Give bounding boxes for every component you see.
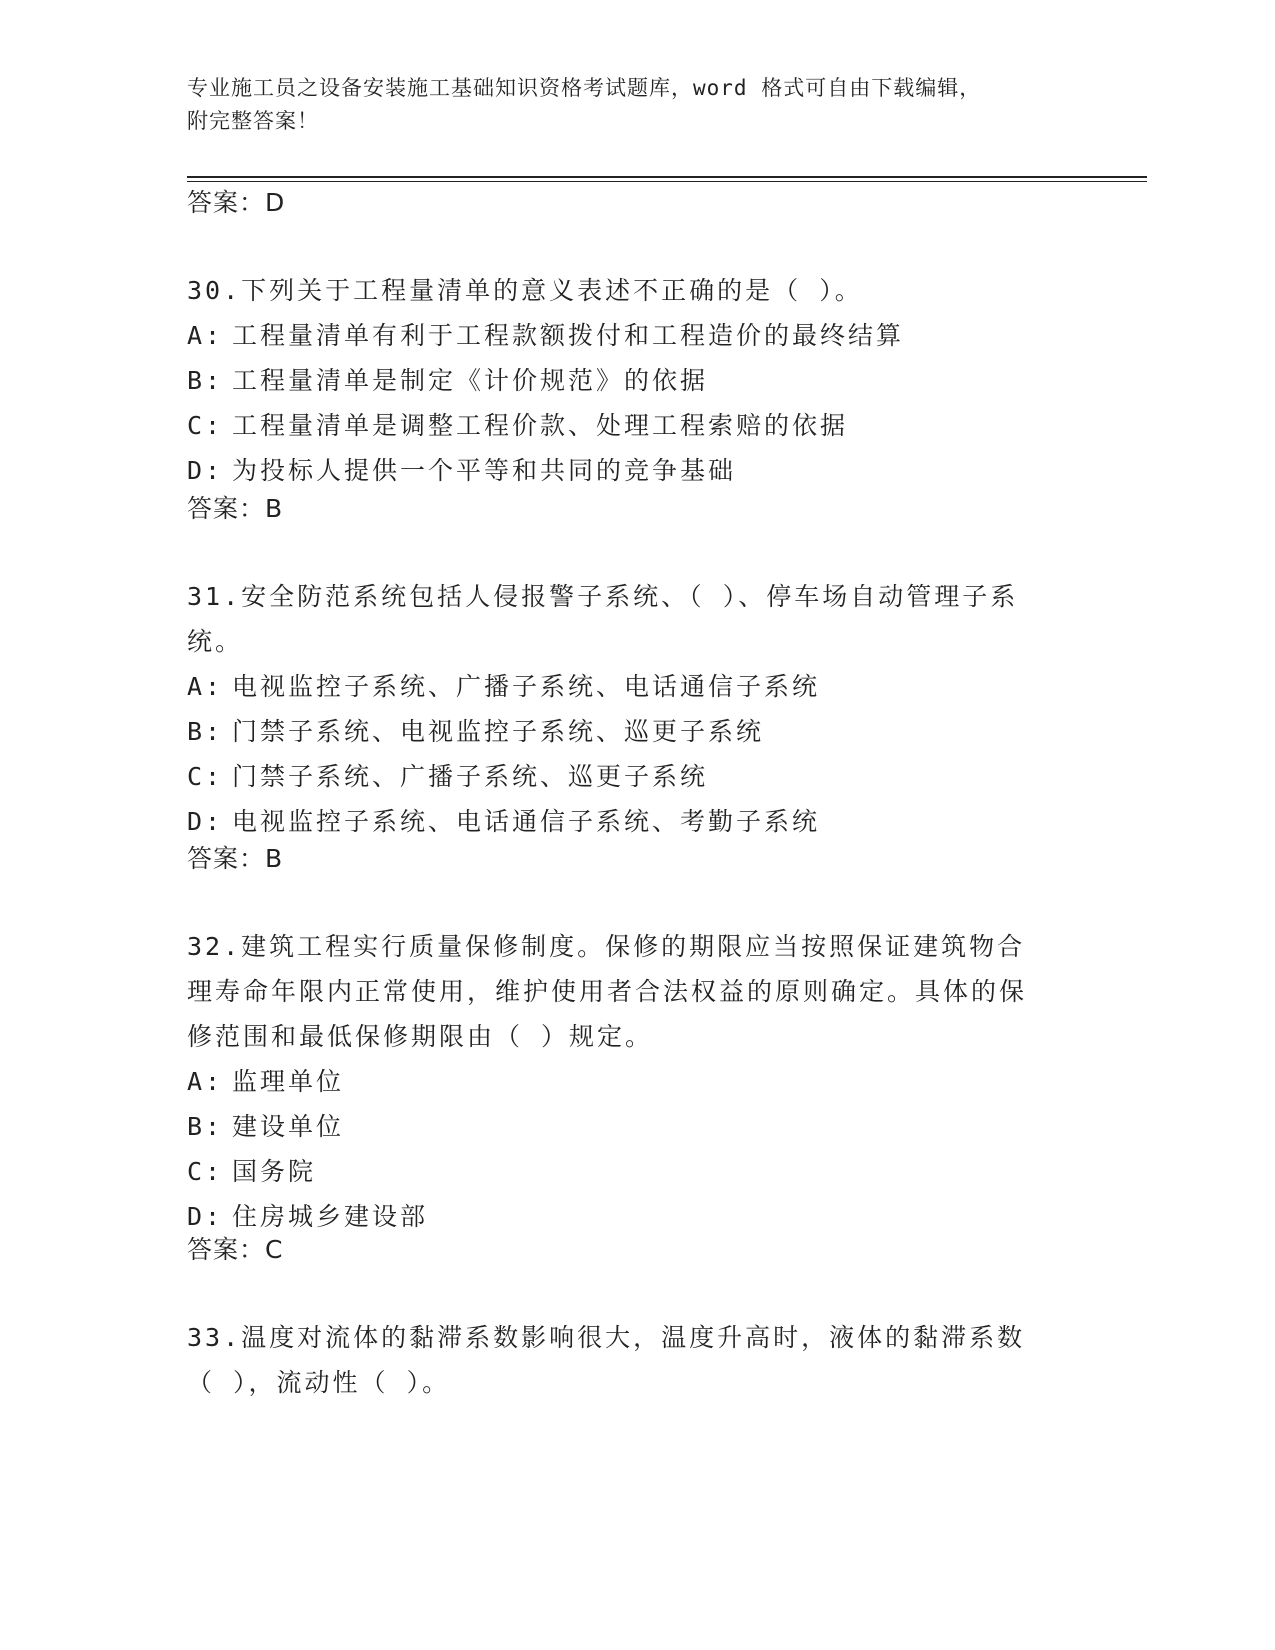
option-b xyxy=(187,709,1037,754)
option-c xyxy=(187,403,1087,448)
option-text: 工程量清单是调整工程价款、处理工程索赔的依据 xyxy=(232,411,849,440)
question-number: 32. xyxy=(187,932,242,961)
answer-line xyxy=(187,186,1087,220)
option-text: 建设单位 xyxy=(232,1112,345,1141)
option-b xyxy=(187,1104,1047,1149)
option-letter: A: xyxy=(187,672,224,701)
option-text: 监理单位 xyxy=(232,1067,345,1096)
answer-value: D xyxy=(265,188,286,217)
header-divider-thin xyxy=(187,181,1147,182)
answer-value: B xyxy=(265,844,284,873)
option-letter: B: xyxy=(187,717,224,746)
question-stem: 建筑工程实行质量保修制度。保修的期限应当按照保证建筑物合理寿命年限内正常使用，维护使用者合法权益的原则确定。具体的保修范围和最低保修期限由（ ）规定。 xyxy=(187,932,1028,1051)
option-b xyxy=(187,358,1087,403)
question-31 xyxy=(187,574,1037,844)
option-letter: D: xyxy=(187,456,224,485)
question-stem: 温度对流体的黏滞系数影响很大，温度升高时，液体的黏滞系数（ ），流动性（ ）。 xyxy=(187,1323,1026,1397)
question-number: 31. xyxy=(187,582,242,611)
option-letter: D: xyxy=(187,807,224,836)
option-letter: A: xyxy=(187,1067,224,1096)
answer-line xyxy=(187,492,1087,526)
document-header xyxy=(187,72,1067,138)
question-text xyxy=(187,574,1037,664)
header-line-1: 专业施工员之设备安装施工基础知识资格考试题库，word 格式可自由下载编辑， xyxy=(187,76,982,100)
option-a xyxy=(187,1059,1047,1104)
option-text: 门禁子系统、电视监控子系统、巡更子系统 xyxy=(232,717,765,746)
question-33 xyxy=(187,1315,1047,1405)
question-30 xyxy=(187,268,1087,493)
option-text: 电视监控子系统、电话通信子系统、考勤子系统 xyxy=(232,807,821,836)
option-text: 住房城乡建设部 xyxy=(232,1202,429,1231)
question-number: 33. xyxy=(187,1323,242,1352)
question-text xyxy=(187,1315,1047,1405)
option-text: 电视监控子系统、广播子系统、电话通信子系统 xyxy=(232,672,821,701)
option-letter: D: xyxy=(187,1202,224,1231)
question-number: 30. xyxy=(187,276,242,305)
option-text: 工程量清单有利于工程款额拨付和工程造价的最终结算 xyxy=(232,321,905,350)
option-c xyxy=(187,1149,1047,1194)
option-text: 为投标人提供一个平等和共同的竞争基础 xyxy=(232,456,737,485)
question-stem: 下列关于工程量清单的意义表述不正确的是（ ）。 xyxy=(241,276,863,305)
answer-line xyxy=(187,1233,1087,1267)
option-text: 门禁子系统、广播子系统、巡更子系统 xyxy=(232,762,709,791)
option-a xyxy=(187,664,1037,709)
option-text: 工程量清单是制定《计价规范》的依据 xyxy=(232,366,709,395)
answer-label: 答案： xyxy=(187,494,266,523)
answer-value: B xyxy=(265,494,284,523)
header-line-2: 附完整答案！ xyxy=(187,109,319,133)
question-text xyxy=(187,268,1087,313)
option-d xyxy=(187,799,1037,844)
answer-value: C xyxy=(265,1235,284,1264)
option-d xyxy=(187,448,1087,493)
option-letter: A: xyxy=(187,321,224,350)
option-text: 国务院 xyxy=(232,1157,317,1186)
option-c xyxy=(187,754,1037,799)
header-divider xyxy=(187,176,1147,178)
answer-label: 答案： xyxy=(187,844,266,873)
option-letter: C: xyxy=(187,411,224,440)
option-letter: C: xyxy=(187,1157,224,1186)
option-a xyxy=(187,313,1087,358)
option-letter: C: xyxy=(187,762,224,791)
option-letter: B: xyxy=(187,1112,224,1141)
option-letter: B: xyxy=(187,366,224,395)
question-text xyxy=(187,924,1047,1059)
answer-label: 答案： xyxy=(187,1235,266,1264)
question-stem: 安全防范系统包括人侵报警子系统、（ ）、停车场自动管理子系统。 xyxy=(187,582,1019,656)
answer-line xyxy=(187,842,1087,876)
question-32 xyxy=(187,924,1047,1239)
answer-label: 答案： xyxy=(187,188,266,217)
